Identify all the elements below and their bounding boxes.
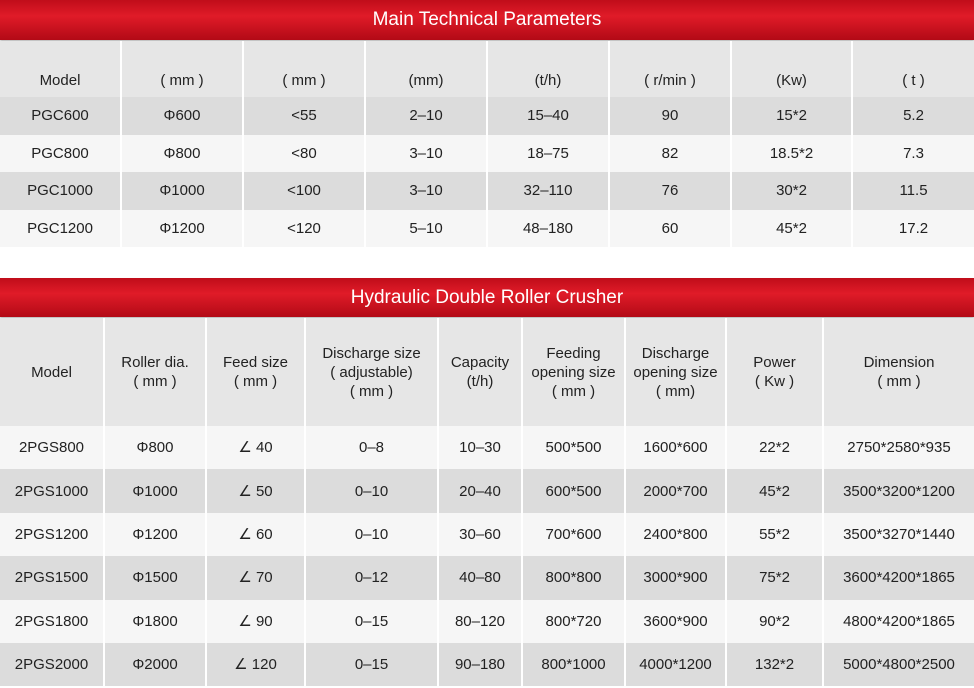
table-row <box>0 210 974 248</box>
header-cell: (Kw) <box>731 41 852 97</box>
table-header-row <box>0 41 974 97</box>
header-cell-feed-size <box>206 318 305 426</box>
table-cell: 1600*600 <box>625 426 726 469</box>
table-cell: 500*500 <box>522 426 625 469</box>
header-cell: ( t ) <box>852 41 974 97</box>
table-cell: 3–10 <box>365 172 487 210</box>
table-cell: Φ1000 <box>121 172 243 210</box>
table-cell: Φ1800 <box>104 600 206 643</box>
table-cell: 3–10 <box>365 135 487 173</box>
table-row <box>0 135 974 173</box>
table-cell: 2PGS1500 <box>0 556 104 599</box>
header-cell-feeding-opening <box>522 318 625 426</box>
table-cell: 0–12 <box>305 556 438 599</box>
header-cell: (mm) <box>365 41 487 97</box>
table-cell: 48–180 <box>487 210 609 248</box>
table-cell: PGC600 <box>0 97 121 135</box>
table-cell: 4800*4200*1865 <box>823 600 974 643</box>
header-line: (t/h) <box>466 373 494 390</box>
table-row <box>0 513 974 556</box>
table-cell: 0–8 <box>305 426 438 469</box>
table-cell: 2400*800 <box>625 513 726 556</box>
table-cell: 700*600 <box>522 513 625 556</box>
table-cell: Φ600 <box>121 97 243 135</box>
header-line: ( Kw ) <box>754 373 795 390</box>
table-cell: Φ1200 <box>121 210 243 248</box>
table-cell: 30–60 <box>438 513 522 556</box>
table-cell: 60 <box>609 210 731 248</box>
table-row <box>0 97 974 135</box>
header-line: ( mm ) <box>349 382 394 400</box>
table-cell: <100 <box>243 172 365 210</box>
table-cell: 15*2 <box>731 97 852 135</box>
table-cell: 82 <box>609 135 731 173</box>
table-cell: 3500*3200*1200 <box>823 469 974 512</box>
header-line: opening size <box>531 363 616 381</box>
table-cell: 76 <box>609 172 731 210</box>
table-cell: 22*2 <box>726 426 823 469</box>
table-cell: 11.5 <box>852 172 974 210</box>
header-line: Model <box>31 363 72 381</box>
header-cell: ( mm ) <box>121 41 243 97</box>
table-cell: PGC800 <box>0 135 121 173</box>
header-cell: Model <box>0 41 121 97</box>
header-line: Dimension <box>863 354 935 371</box>
header-cell-model <box>0 318 104 426</box>
banner-title: Hydraulic Double Roller Crusher <box>350 286 624 308</box>
header-cell-dimension <box>823 318 974 426</box>
header-line: Power <box>753 354 796 371</box>
header-cell: ( mm ) <box>243 41 365 97</box>
header-line: Feeding <box>546 344 601 362</box>
table-cell: 18.5*2 <box>731 135 852 173</box>
table-cell: Φ800 <box>121 135 243 173</box>
table-cell: 0–10 <box>305 469 438 512</box>
table-cell: 32–110 <box>487 172 609 210</box>
header-line: Discharge size <box>322 344 421 362</box>
table-cell: 2PGS800 <box>0 426 104 469</box>
table-cell: Φ1200 <box>104 513 206 556</box>
table-cell: 5000*4800*2500 <box>823 643 974 686</box>
table-cell: 600*500 <box>522 469 625 512</box>
table-row <box>0 172 974 210</box>
header-cell-power <box>726 318 823 426</box>
table-cell: 2750*2580*935 <box>823 426 974 469</box>
table-cell: 2PGS1800 <box>0 600 104 643</box>
header-cell-discharge-size <box>305 318 438 426</box>
table-cell: Φ1500 <box>104 556 206 599</box>
table-cell: 800*720 <box>522 600 625 643</box>
table-cell: 3000*900 <box>625 556 726 599</box>
header-line: ( adjustable) <box>330 363 413 381</box>
table-cell: 80–120 <box>438 600 522 643</box>
header-line: ( mm ) <box>877 373 921 390</box>
table-cell: 18–75 <box>487 135 609 173</box>
table-cell: 40–80 <box>438 556 522 599</box>
table-cell: ∠ 50 <box>206 469 305 512</box>
main-parameters-table <box>0 41 974 247</box>
table-cell: 2000*700 <box>625 469 726 512</box>
header-line: Feed size <box>222 354 289 371</box>
header-line: ( mm ) <box>233 373 278 390</box>
table-cell: 800*1000 <box>522 643 625 686</box>
header-line: ( mm ) <box>133 373 177 390</box>
table-cell: 800*800 <box>522 556 625 599</box>
table-cell: Φ2000 <box>104 643 206 686</box>
table-row <box>0 600 974 643</box>
header-line: Capacity <box>450 354 510 371</box>
table-cell: ∠ 120 <box>206 643 305 686</box>
table-cell: 20–40 <box>438 469 522 512</box>
table-cell: PGC1000 <box>0 172 121 210</box>
table-cell: Φ800 <box>104 426 206 469</box>
table-cell: ∠ 70 <box>206 556 305 599</box>
table-cell: 15–40 <box>487 97 609 135</box>
banner-title: Main Technical Parameters <box>372 9 602 30</box>
table-cell: 17.2 <box>852 210 974 248</box>
table-cell: ∠ 90 <box>206 600 305 643</box>
table-cell: 0–15 <box>305 600 438 643</box>
table-cell: 5–10 <box>365 210 487 248</box>
table-cell: 90 <box>609 97 731 135</box>
table-cell: PGC1200 <box>0 210 121 248</box>
table-cell: 0–10 <box>305 513 438 556</box>
table-cell: 5.2 <box>852 97 974 135</box>
table-row <box>0 643 974 686</box>
table-cell: 3600*900 <box>625 600 726 643</box>
crusher-specs-table <box>0 318 974 686</box>
table-cell: 3600*4200*1865 <box>823 556 974 599</box>
table-row <box>0 426 974 469</box>
table-cell: 10–30 <box>438 426 522 469</box>
table-cell: 4000*1200 <box>625 643 726 686</box>
header-line: Discharge <box>641 344 710 362</box>
table-cell: Φ1000 <box>104 469 206 512</box>
table-cell: 90–180 <box>438 643 522 686</box>
table-cell: 7.3 <box>852 135 974 173</box>
header-cell-roller-dia <box>104 318 206 426</box>
header-line: ( mm) <box>655 382 696 400</box>
table-cell: 45*2 <box>731 210 852 248</box>
header-line: Roller dia. <box>121 354 189 371</box>
table-cell: 0–15 <box>305 643 438 686</box>
header-cell-capacity <box>438 318 522 426</box>
table-cell: 3500*3270*1440 <box>823 513 974 556</box>
table-cell: ∠ 60 <box>206 513 305 556</box>
header-cell-discharge-opening <box>625 318 726 426</box>
table-cell: <55 <box>243 97 365 135</box>
main-technical-parameters-banner <box>0 0 974 40</box>
table-cell: ∠ 40 <box>206 426 305 469</box>
table-cell: 2PGS1200 <box>0 513 104 556</box>
table-cell: 2–10 <box>365 97 487 135</box>
table-cell: 30*2 <box>731 172 852 210</box>
header-cell: ( r/min ) <box>609 41 731 97</box>
table-cell: 2PGS1000 <box>0 469 104 512</box>
table-row <box>0 469 974 512</box>
table-cell: <80 <box>243 135 365 173</box>
table-row <box>0 556 974 599</box>
header-line: opening size <box>633 363 718 381</box>
hydraulic-double-roller-crusher-banner <box>0 278 974 317</box>
header-cell: (t/h) <box>487 41 609 97</box>
table-cell: 132*2 <box>726 643 823 686</box>
header-line: ( mm ) <box>551 382 596 400</box>
table-cell: 90*2 <box>726 600 823 643</box>
table-cell: 45*2 <box>726 469 823 512</box>
table-header-row <box>0 318 974 426</box>
table-cell: 55*2 <box>726 513 823 556</box>
table-cell: <120 <box>243 210 365 248</box>
table-cell: 2PGS2000 <box>0 643 104 686</box>
table-cell: 75*2 <box>726 556 823 599</box>
